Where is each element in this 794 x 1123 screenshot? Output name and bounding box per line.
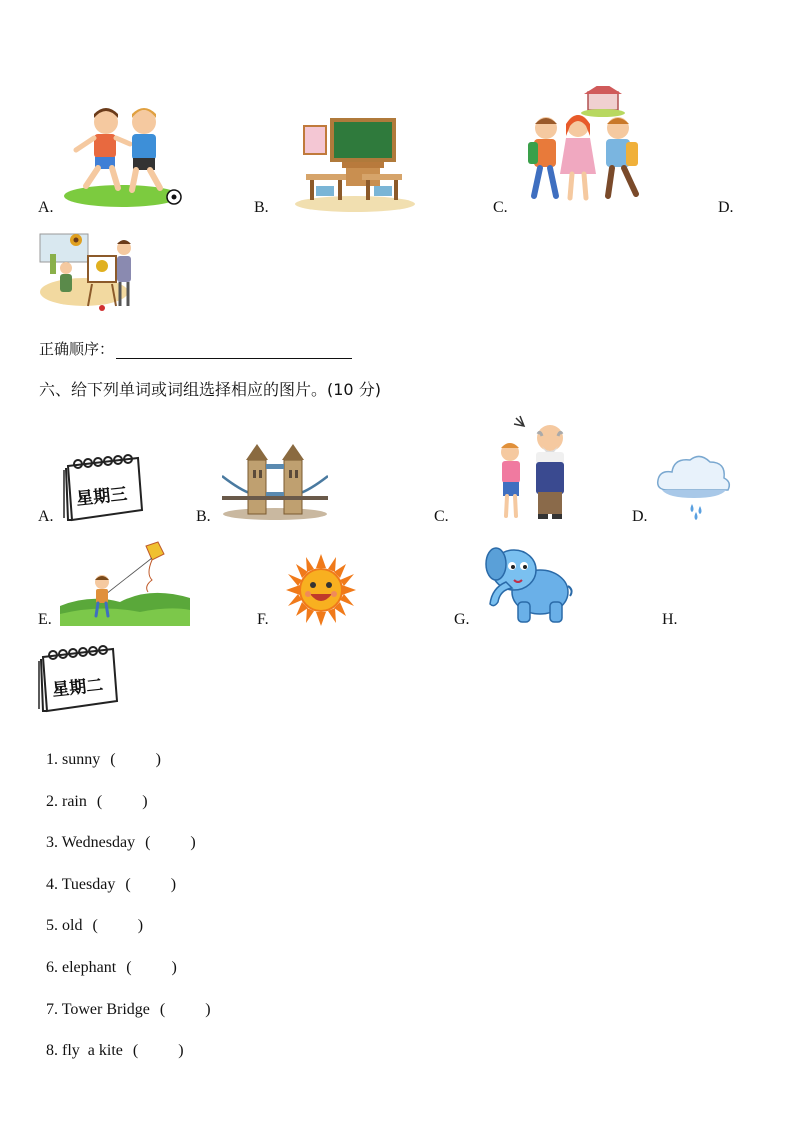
boys-playing-football-icon <box>60 100 188 210</box>
question-row <box>38 816 196 852</box>
option-h-label: H. <box>662 611 678 628</box>
question-text: sunny <box>62 751 101 768</box>
option-c-label: C. <box>493 199 508 216</box>
question-text: Tuesday <box>61 876 116 893</box>
calendar-wednesday-icon <box>62 452 146 524</box>
section-title: 六、给下列单词或词组选择相应的图片。(10 分) <box>39 380 381 399</box>
children-walking-to-school-icon <box>524 86 648 208</box>
option-a-label: A. <box>38 199 54 216</box>
question-row <box>38 775 148 811</box>
answer-parentheses[interactable]: ( ) <box>92 917 144 934</box>
answer-parentheses[interactable]: ( ) <box>145 834 196 851</box>
question-number: 7. <box>46 1001 58 1018</box>
question-text: rain <box>62 793 87 810</box>
option-f-label: F. <box>257 611 269 628</box>
option-d-label: D. <box>718 199 734 216</box>
boy-flying-kite-icon <box>60 540 190 626</box>
question-text: Tower Bridge <box>61 1001 150 1018</box>
option-a-label: A. <box>38 508 54 525</box>
question-text: fly a kite <box>62 1042 123 1059</box>
tower-bridge-icon <box>222 440 328 520</box>
art-class-painting-icon <box>36 228 136 318</box>
answer-parentheses[interactable]: ( ) <box>132 1042 184 1059</box>
option-g-label: G. <box>454 611 470 628</box>
option-e-label: E. <box>38 611 52 628</box>
question-text: old <box>62 917 83 934</box>
question-row <box>38 941 177 977</box>
option-d-label: D. <box>632 508 648 525</box>
option-b-label: B. <box>254 199 269 216</box>
question-text: Wednesday <box>61 834 136 851</box>
answer-parentheses[interactable]: ( ) <box>126 959 177 976</box>
option-c-label: C. <box>434 508 449 525</box>
question-row <box>38 1024 184 1060</box>
answer-prompt: 正确顺序： <box>39 340 115 358</box>
question-number: 6. <box>46 959 58 976</box>
option-b-label: B. <box>196 508 211 525</box>
answer-blank[interactable] <box>116 343 352 359</box>
calendar-a-text: 星期三 <box>75 484 129 510</box>
question-row <box>38 733 161 769</box>
classroom-icon <box>292 116 418 212</box>
question-number: 2. <box>46 793 58 810</box>
question-number: 3. <box>46 834 58 851</box>
elephant-icon <box>484 542 574 626</box>
question-text: elephant <box>62 959 117 976</box>
smiling-sun-icon <box>286 554 356 626</box>
question-number: 8. <box>46 1042 58 1059</box>
question-row <box>38 983 211 1019</box>
question-number: 4. <box>46 876 58 893</box>
question-row <box>38 899 143 935</box>
answer-row <box>39 338 352 359</box>
answer-parentheses[interactable]: ( ) <box>110 751 161 768</box>
question-row <box>38 858 176 894</box>
boy-and-old-man-icon <box>494 414 580 522</box>
calendar-tuesday-icon <box>37 643 121 715</box>
rain-cloud-icon <box>654 450 732 524</box>
question-number: 5. <box>46 917 58 934</box>
calendar-h-text: 星期二 <box>51 675 105 701</box>
answer-parentheses[interactable]: ( ) <box>96 793 148 810</box>
question-number: 1. <box>46 751 58 768</box>
answer-parentheses[interactable]: ( ) <box>125 876 177 893</box>
answer-parentheses[interactable]: ( ) <box>159 1001 211 1018</box>
